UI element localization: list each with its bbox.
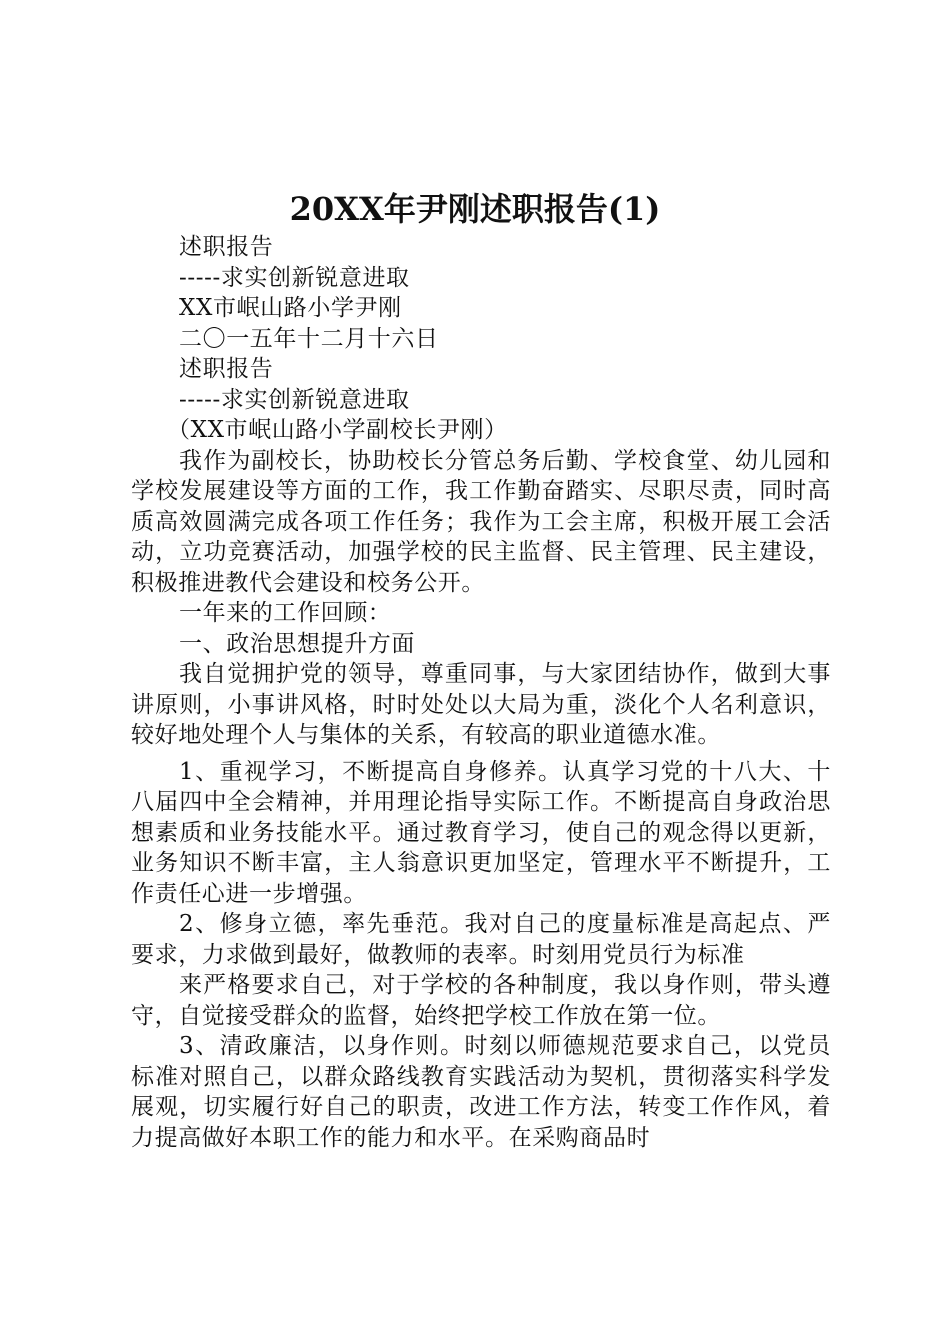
section-line: 一年来的工作回顾： [179, 600, 392, 626]
cover-line: XX市岷山路小学尹刚 [179, 295, 402, 321]
paragraph: 我自觉拥护党的领导，尊重同事，与大家团结协作，做到大事讲原则，小事讲风格，时时处处以大局为重，淡化个人名利意识，较好地处理个人与集体的关系，有较高的职业道德水准。 [131, 661, 831, 748]
document-body [131, 232, 831, 1153]
paragraph: 来严格要求自己，对于学校的各种制度，我以身作则，带头遵守，自觉接受群众的监督，始终把学校工作放在第一位。 [131, 972, 831, 1029]
cover-line: -----求实创新锐意进取 [179, 386, 410, 413]
paragraph: 1、重视学习，不断提高自身修养。认真学习党的十八大、十八届四中全会精神，并用理论指导实际工作。不断提高自身政治思想素质和业务技能水平。通过教育学习，使自己的观念得以更新，业务知识不断丰富，主人翁意识更加坚定，管理水平不断提升，工作责任心进一步增强。 [131, 758, 831, 907]
cover-line: 二〇一五年十二月十六日 [179, 325, 439, 352]
cover-line: -----求实创新锐意进取 [179, 264, 410, 291]
paragraph: 2、修身立德，率先垂范。我对自己的度量标准是高起点、严要求，力求做到最好，做教师的表率。时刻用党员行为标准 [131, 911, 831, 968]
document-title: 20XX年尹刚述职报告(1) [289, 190, 661, 228]
section-heading: 一、政治思想提升方面 [179, 630, 415, 657]
paragraph: 3、清政廉洁，以身作则。时刻以师德规范要求自己，以党员标准对照自己，以群众路线教育实践活动为契机，贯彻落实科学发展观，切实履行好自己的职责，改进工作方法，转变工作作风，着力提高做好本职工作的能力和水平。在采购商品时 [131, 1033, 831, 1151]
cover-line: 述职报告 [179, 234, 274, 260]
cover-line: 述职报告 [179, 356, 274, 382]
cover-line: （XX市岷山路小学副校长尹刚） [167, 417, 508, 443]
paragraph: 我作为副校长，协助校长分管总务后勤、学校食堂、幼儿园和学校发展建设等方面的工作，我工作勤奋踏实、尽职尽责，同时高质高效圆满完成各项工作任务；我作为工会主席，积极开展工会活动，立功竞赛活动，加强学校的民主监督、民主管理、民主建设，积极推进教代会建设和校务公开。 [131, 447, 831, 596]
